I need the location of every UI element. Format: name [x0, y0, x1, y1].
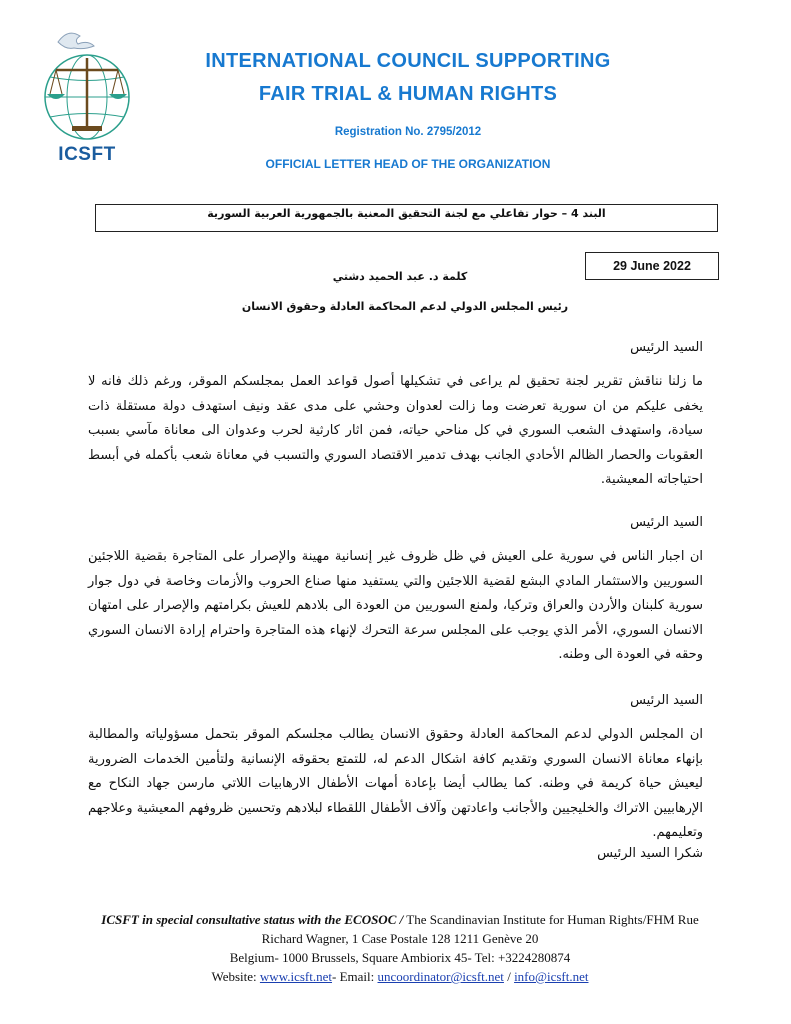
org-name-line2: FAIR TRIAL & HUMAN RIGHTS	[258, 83, 558, 105]
body-paragraph-1: ما زلنا نناقش تقرير لجنة تحقيق لم يراعى في تشكيلها أصول قواعد العمل بمجلسكم الموقر، ورغم ذلك فانه لا يخفى عليكم من ان سورية تعرضت وما زالت لعدوان وحشي على مدى عقد ونيف استهدف دولة مستقلة ذات سيادة، واستهدف الشعب السوري في كل مناحي حياته، فمن اثار كارثية لحرب وعدوان الى معاناة مآسي بسبب العقوبات والحصار الظالم الأحادي الجانب بهدف تدمير الاقتصاد السوري والتسبب في معاناة شعب بأكمله في أبسط احتياجاته المعيشية.	[88, 374, 703, 487]
speaker-position: رئيس المجلس الدولي لدعم المحاكمة العادلة وحقوق الانسان	[241, 300, 569, 313]
body-paragraph-3: ان المجلس الدولي لدعم المحاكمة العادلة وحقوق الانسان يطالب مجلسكم الموقر بتحمل مسؤولياته والمطالبة بإنهاء معاناة الانسان السوري وتقديم كافة اشكال الدعم له، للتمتع بحقوقه الإنسانية ولتأمين الخدمات الضرورية ليعيش حياة كريمة في وطنه. كما يطالب أيضا بإعادة أمهات الأطفال الارهابيات اللاتي مارسن جهاد النكاح مع الإرهابيين الاتراك والخليجيين والأجانب واعادتهن وآلاف الأطفال اللقطاء لبلادهم وتحسين ظروفهم المعيشية وعلاجهم وتعليمهم.	[88, 727, 703, 840]
website-link[interactable]: www.icsft.net	[259, 969, 333, 984]
dove-scales-globe-icon	[28, 22, 146, 142]
website-label: Website:	[211, 969, 260, 984]
email-link-info[interactable]: info@icsft.net	[514, 969, 589, 984]
footer-address-1: Richard Wagner, 1 Case Postale 128 1211 Genève 20	[261, 931, 539, 946]
org-name-line1: INTERNATIONAL COUNCIL SUPPORTING	[205, 50, 611, 72]
date-box: 29 June 2022	[585, 252, 719, 280]
footer-line-1	[60, 910, 740, 929]
closing-line: شكرا السيد الرئيس	[597, 846, 703, 861]
email-separator: /	[503, 969, 515, 984]
footer-contact	[60, 967, 740, 986]
registration-number: Registration No. 2795/2012	[334, 126, 482, 138]
organization-header	[168, 50, 648, 171]
footer-institute: The Scandinavian Institute for Human Rights/FHM Rue	[403, 912, 699, 927]
consultative-status: ICSFT in special consultative status with the ECOSOC /	[101, 912, 404, 927]
organization-logo	[28, 22, 146, 172]
footer	[60, 910, 740, 986]
agenda-item-box: البند 4 – حوار تفاعلي مع لجنة التحقيق المعنية بالجمهورية العربية السورية	[95, 204, 718, 232]
salutation-3: السيد الرئيس	[630, 693, 703, 708]
salutation-2: السيد الرئيس	[630, 515, 703, 530]
email-link-uncoordinator[interactable]: uncoordinator@icsft.net	[377, 969, 504, 984]
body-paragraph-2: ان اجبار الناس في سورية على العيش في ظل ظروف غير إنسانية مهينة والإصرار على المتاجرة بقضية اللاجئين السوريين والاستثمار المادي البشع لقضية اللاجئين والتي يستفيد منها صناع الحروب والأزمات وخاصة في دول جوار سورية كلبنان والأردن والعراق وتركيا، ولمنع السوريين من العودة الى بلادهم للعيش بكرامتهم والإصرار على امتهان الانسان السوري، الأمر الذي يوجب على المجلس سرعة التحرك لإنهاء هذه المتاجرة واحترام إرادة الانسان السوري وحقه في العودة الى وطنه.	[88, 549, 703, 662]
footer-address-2: Belgium- 1000 Brussels, Square Ambiorix 45- Tel: +3224280874	[229, 950, 571, 965]
salutation-1: السيد الرئيس	[630, 340, 703, 355]
speech-title: كلمة د. عبد الحميد دشتي	[332, 270, 468, 283]
logo-text: ICSFT	[58, 144, 116, 165]
official-letterhead-label: OFFICIAL LETTER HEAD OF THE ORGANIZATION	[265, 157, 551, 171]
email-label: - Email:	[332, 969, 378, 984]
